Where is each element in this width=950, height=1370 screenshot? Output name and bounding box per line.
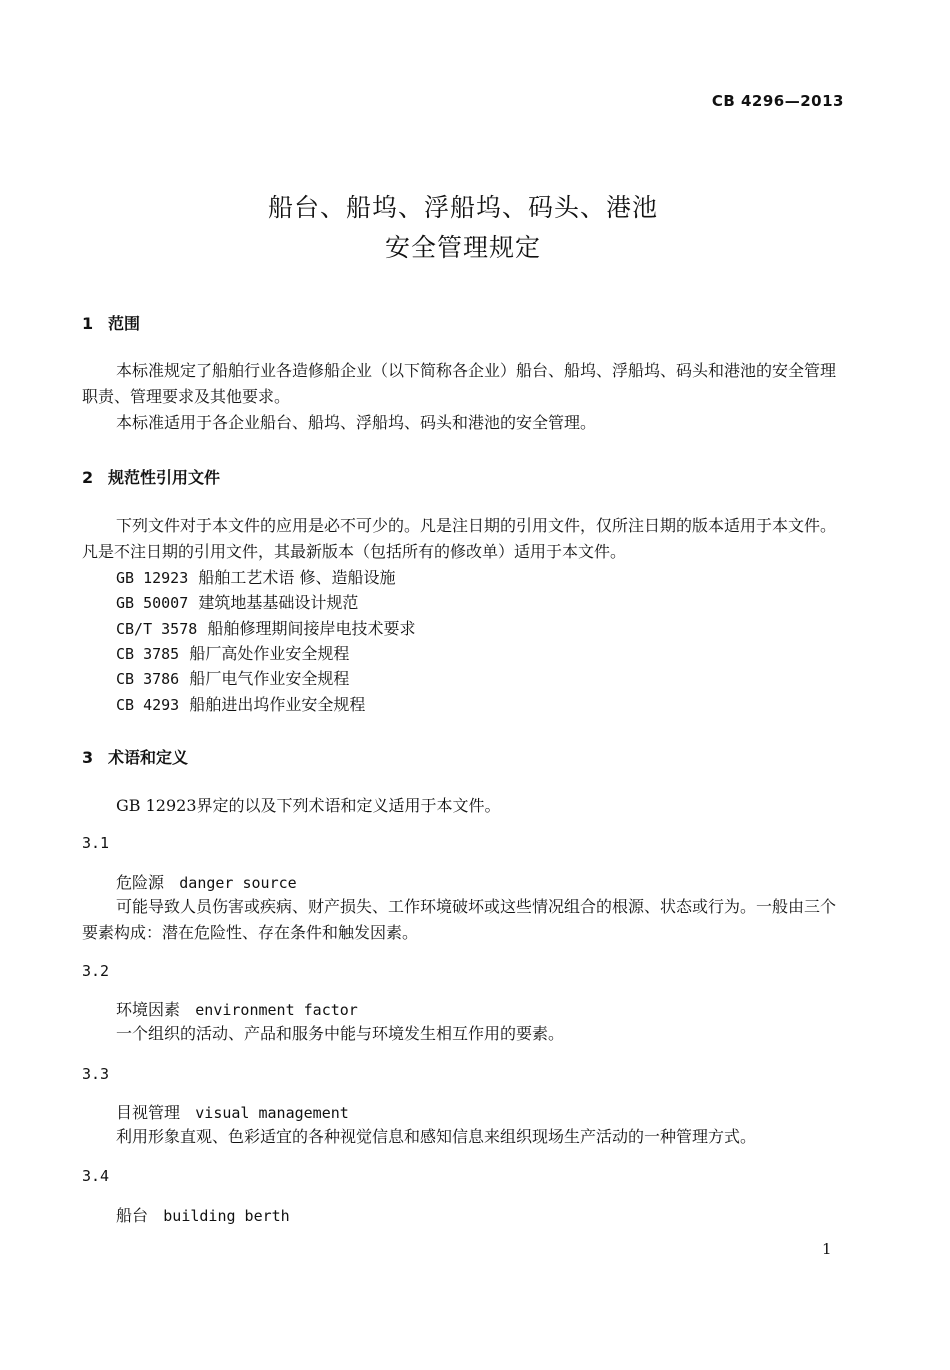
reference-code: CB/T 3578 <box>116 620 198 638</box>
term-number: 3.4 <box>82 1167 110 1185</box>
term-chinese: 环境因素 <box>116 1000 181 1019</box>
term-english: danger source <box>179 874 297 892</box>
reference-title: 船舶进出坞作业安全规程 <box>189 695 366 714</box>
reference-code: CB 3785 <box>116 645 180 663</box>
reference-title: 建筑地基基础设计规范 <box>198 593 359 612</box>
term-definition: 一个组织的活动、产品和服务中能与环境发生相互作用的要素。 <box>116 1024 565 1043</box>
term-chinese: 目视管理 <box>116 1103 181 1122</box>
reference-title: 船厂电气作业安全规程 <box>189 669 350 688</box>
references-intro: 下列文件对于本文件的应用是必不可少的。凡是注日期的引用文件，仅所注日期的版本适用于本文件。凡是不注日期的引用文件，其最新版本（包括所有的修改单）适用于本文件。 <box>82 516 837 561</box>
term-definition: 可能导致人员伤害或疾病、财产损失、工作环境破坏或这些情况组合的根源、状态或行为。一般由三个要素构成：潜在危险性、存在条件和触发因素。 <box>82 897 837 942</box>
term-heading <box>116 1203 290 1229</box>
reference-code: CB 3786 <box>116 670 180 688</box>
standard-code: CB 4296—2013 <box>711 92 844 110</box>
section-title: 规范性引用文件 <box>108 468 221 487</box>
reference-item <box>116 692 365 718</box>
document-title-line1: 船台、船坞、浮船坞、码头、港池 <box>267 193 658 222</box>
term-heading <box>116 870 297 896</box>
section-1-heading <box>82 311 140 334</box>
reference-item <box>116 641 349 667</box>
reference-code: CB 4293 <box>116 696 180 714</box>
term-number: 3.3 <box>82 1065 110 1083</box>
term-definition: 利用形象直观、色彩适宜的各种视觉信息和感知信息来组织现场生产活动的一种管理方式。 <box>116 1127 757 1146</box>
reference-item <box>116 666 349 692</box>
reference-title: 船舶工艺术语 修、造船设施 <box>198 568 396 587</box>
section-number: 1 <box>82 314 94 333</box>
reference-item <box>116 565 396 591</box>
section-number: 3 <box>82 748 94 767</box>
section-2-heading <box>82 465 220 488</box>
scope-paragraph-2: 本标准适用于各企业船台、船坞、浮船坞、码头和港池的安全管理。 <box>116 413 597 432</box>
term-english: visual management <box>195 1104 349 1122</box>
section-title: 术语和定义 <box>108 748 189 767</box>
terms-intro: GB 12923界定的以及下列术语和定义适用于本文件。 <box>116 796 501 815</box>
document-title-line2: 安全管理规定 <box>384 233 541 262</box>
term-english: building berth <box>163 1207 290 1225</box>
section-3-heading <box>82 745 188 768</box>
page-number: 1 <box>822 1240 832 1258</box>
section-number: 2 <box>82 468 94 487</box>
term-english: environment factor <box>195 1001 358 1019</box>
term-heading <box>116 1100 349 1126</box>
scope-paragraph-1: 本标准规定了船舶行业各造修船企业（以下简称各企业）船台、船坞、浮船坞、码头和港池的安全管理职责、管理要求及其他要求。 <box>82 361 837 406</box>
term-number: 3.1 <box>82 834 110 852</box>
term-heading <box>116 997 358 1023</box>
reference-item <box>116 616 415 642</box>
section-title: 范围 <box>108 314 141 333</box>
reference-code: GB 50007 <box>116 594 189 612</box>
reference-item <box>116 590 358 616</box>
term-number: 3.2 <box>82 962 110 980</box>
reference-title: 船厂高处作业安全规程 <box>189 644 350 663</box>
term-chinese: 危险源 <box>116 873 165 892</box>
reference-code: GB 12923 <box>116 569 189 587</box>
term-chinese: 船台 <box>116 1206 149 1225</box>
reference-title: 船舶修理期间接岸电技术要求 <box>207 619 416 638</box>
